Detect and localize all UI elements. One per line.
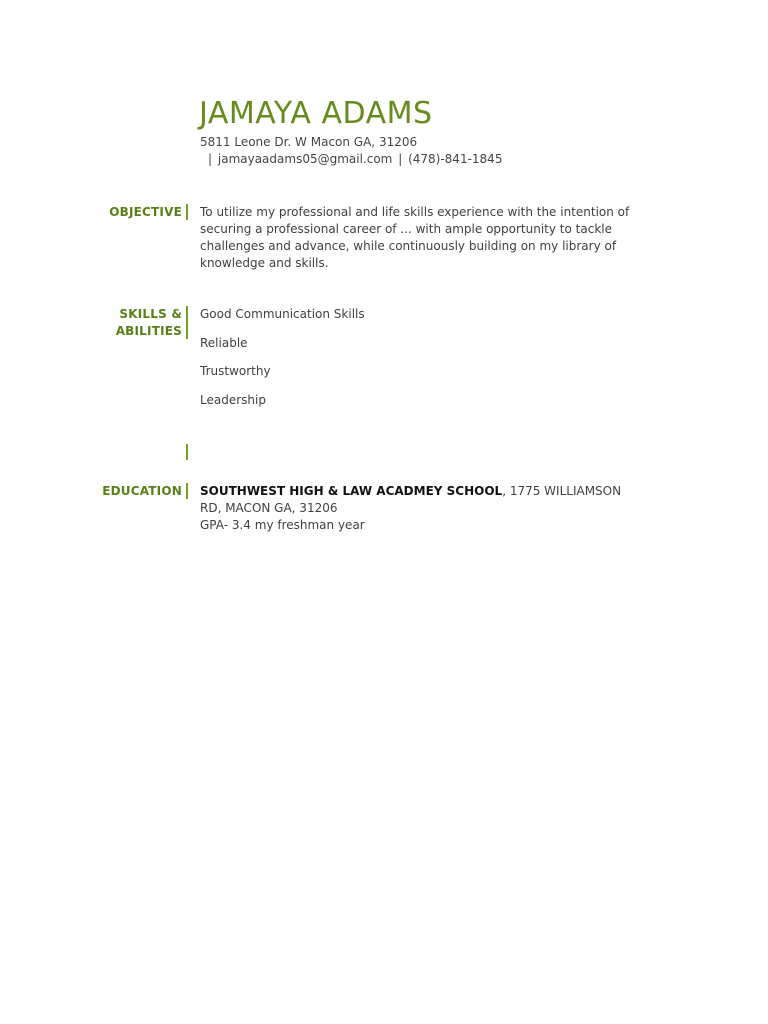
education-divider	[186, 483, 188, 499]
skills-list	[200, 306, 640, 409]
contact-line	[200, 151, 502, 168]
objective-divider	[186, 204, 188, 220]
skill-item: Good Communication Skills	[200, 307, 365, 321]
phone-number: (478)-841-1845	[408, 152, 503, 166]
applicant-name: JAMAYA ADAMS	[199, 96, 433, 131]
education-body	[200, 483, 640, 534]
gpa-line: GPA- 3.4 my freshman year	[200, 518, 365, 532]
skills-divider	[186, 306, 188, 339]
skill-item: Reliable	[200, 335, 248, 350]
empty-section-divider	[186, 444, 188, 460]
separator: |	[398, 152, 403, 166]
contact-block	[200, 134, 502, 168]
skills-body	[200, 306, 640, 420]
skills-heading	[116, 306, 182, 340]
school-name: SOUTHWEST HIGH & LAW ACADMEY SCHOOL	[200, 484, 503, 498]
education-entry	[200, 483, 640, 517]
skills-heading-line1: SKILLS &	[119, 307, 182, 321]
separator: |	[208, 152, 213, 166]
skill-item: Leadership	[200, 392, 266, 407]
objective-text: To utilize my professional and life skills experience with the intention of securing a professional career of ... with ample opportunity to tackle challenges and advance, while continuously building on my library of knowledge and skills.	[200, 205, 630, 270]
skills-heading-line2: ABILITIES	[115, 324, 182, 338]
skill-item: Trustworthy	[200, 364, 271, 378]
school-address: , 1775 WILLIAMSON RD, MACON GA, 31206	[200, 484, 622, 515]
education-heading: EDUCATION	[102, 484, 182, 498]
email-address: jamayaadams05@gmail.com	[217, 152, 393, 166]
address-line: 5811 Leone Dr. W Macon GA, 31206	[200, 135, 418, 149]
objective-heading: OBJECTIVE	[109, 205, 182, 219]
